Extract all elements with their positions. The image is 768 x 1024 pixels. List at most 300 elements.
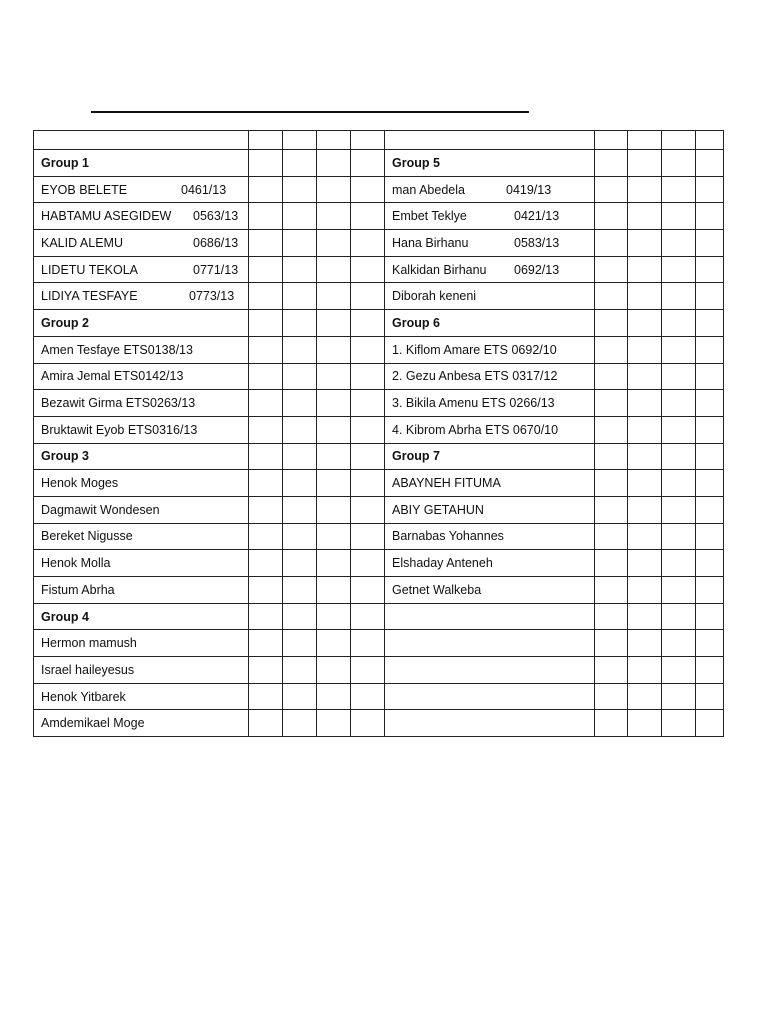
mark-cell[interactable]: [317, 443, 351, 470]
mark-cell[interactable]: [317, 336, 351, 363]
member-name: Israel haileyesus: [41, 662, 135, 677]
mark-cell[interactable]: [628, 496, 662, 523]
mark-cell[interactable]: [595, 657, 628, 684]
mark-cell[interactable]: [317, 683, 351, 710]
member-name: man Abedela: [392, 182, 465, 197]
table-row: [34, 283, 724, 310]
mark-cell[interactable]: [595, 523, 628, 550]
table-row: [34, 310, 724, 337]
mark-cell[interactable]: [249, 577, 283, 604]
mark-cell[interactable]: [662, 283, 696, 310]
mark-cell[interactable]: [351, 230, 385, 257]
group-heading: [34, 150, 249, 177]
member-name-cell: [34, 496, 249, 523]
group-heading: [34, 310, 249, 337]
member-name: 4. Kibrom Abrha ETS 0670/10: [392, 422, 559, 437]
mark-cell[interactable]: [595, 203, 628, 230]
table-row: [34, 150, 724, 177]
group-heading: [34, 603, 249, 630]
mark-cell[interactable]: [249, 310, 283, 337]
member-name: ABIY GETAHUN: [392, 502, 484, 517]
mark-cell[interactable]: [249, 603, 283, 630]
member-id: 0773/13: [189, 289, 235, 304]
mark-cell[interactable]: [249, 363, 283, 390]
member-name: Amdemikael Moge: [41, 716, 145, 731]
mark-cell[interactable]: [628, 603, 662, 630]
header-cell-left-name: [34, 131, 249, 150]
mark-cell[interactable]: [662, 310, 696, 337]
member-name-cell: [34, 710, 249, 737]
member-name-cell: [385, 230, 595, 257]
member-id: 0421/13: [514, 209, 560, 224]
mark-cell[interactable]: [628, 416, 662, 443]
mark-cell[interactable]: [696, 230, 724, 257]
mark-cell[interactable]: [317, 390, 351, 417]
member-name: HABTAMU ASEGIDEW: [41, 209, 172, 224]
mark-cell[interactable]: [662, 176, 696, 203]
member-name-cell: [385, 390, 595, 417]
mark-cell[interactable]: [696, 176, 724, 203]
mark-cell[interactable]: [696, 630, 724, 657]
member-name: 3. Bikila Amenu ETS 0266/13: [392, 396, 555, 411]
member-name: 1. Kiflom Amare ETS 0692/10: [392, 342, 557, 357]
mark-cell[interactable]: [696, 150, 724, 177]
member-id: 0461/13: [181, 182, 227, 197]
mark-cell[interactable]: [595, 336, 628, 363]
mark-cell[interactable]: [696, 443, 724, 470]
header-cell: [351, 131, 385, 150]
mark-cell[interactable]: [628, 150, 662, 177]
mark-cell[interactable]: [696, 416, 724, 443]
mark-cell[interactable]: [696, 390, 724, 417]
mark-cell[interactable]: [283, 176, 317, 203]
member-name-cell: [385, 657, 595, 684]
mark-cell[interactable]: [249, 256, 283, 283]
member-name: Getnet Walkeba: [392, 582, 482, 597]
mark-cell[interactable]: [351, 336, 385, 363]
mark-cell[interactable]: [696, 256, 724, 283]
member-name: Henok Moges: [41, 476, 119, 491]
member-id: 0692/13: [514, 262, 560, 277]
header-cell: [249, 131, 283, 150]
table-row: [34, 256, 724, 283]
mark-cell[interactable]: [351, 657, 385, 684]
member-name-cell: [34, 363, 249, 390]
mark-cell[interactable]: [628, 577, 662, 604]
member-name: Hermon mamush: [41, 636, 137, 651]
member-name: Amen Tesfaye ETS0138/13: [41, 342, 193, 357]
mark-cell[interactable]: [595, 230, 628, 257]
header-cell: [283, 131, 317, 150]
mark-cell[interactable]: [662, 150, 696, 177]
table-row: [34, 443, 724, 470]
mark-cell[interactable]: [283, 496, 317, 523]
mark-cell[interactable]: [317, 577, 351, 604]
mark-cell[interactable]: [628, 230, 662, 257]
mark-cell[interactable]: [595, 256, 628, 283]
mark-cell[interactable]: [595, 470, 628, 497]
mark-cell[interactable]: [283, 577, 317, 604]
member-name-cell: [34, 683, 249, 710]
member-name-cell: [34, 657, 249, 684]
group-title: Group 4: [41, 609, 89, 624]
mark-cell[interactable]: [595, 363, 628, 390]
mark-cell[interactable]: [696, 203, 724, 230]
member-name: Fistum Abrha: [41, 582, 115, 597]
member-name: Bezawit Girma ETS0263/13: [41, 396, 196, 411]
mark-cell[interactable]: [595, 150, 628, 177]
mark-cell[interactable]: [351, 203, 385, 230]
mark-cell[interactable]: [317, 523, 351, 550]
mark-cell[interactable]: [249, 496, 283, 523]
member-name-cell: [385, 523, 595, 550]
group-title: Group 6: [392, 315, 440, 330]
mark-cell[interactable]: [317, 470, 351, 497]
table-row: [34, 470, 724, 497]
group-title: Group 5: [392, 155, 440, 170]
mark-cell[interactable]: [696, 496, 724, 523]
member-name: Hana Birhanu: [392, 235, 469, 250]
mark-cell[interactable]: [249, 390, 283, 417]
mark-cell[interactable]: [283, 603, 317, 630]
member-name: KALID ALEMU: [41, 235, 123, 250]
member-name-cell: [34, 283, 249, 310]
mark-cell[interactable]: [662, 496, 696, 523]
mark-cell[interactable]: [283, 710, 317, 737]
mark-cell[interactable]: [351, 550, 385, 577]
mark-cell[interactable]: [628, 363, 662, 390]
mark-cell[interactable]: [317, 150, 351, 177]
mark-cell[interactable]: [628, 550, 662, 577]
member-name-cell: [385, 577, 595, 604]
member-name: LIDIYA TESFAYE: [41, 289, 138, 304]
member-name-cell: [385, 496, 595, 523]
table-row: [34, 336, 724, 363]
mark-cell[interactable]: [351, 683, 385, 710]
mark-cell[interactable]: [317, 550, 351, 577]
member-name: Diborah keneni: [392, 289, 477, 304]
member-name-cell: [385, 550, 595, 577]
mark-cell[interactable]: [351, 256, 385, 283]
mark-cell[interactable]: [628, 336, 662, 363]
header-cell: [317, 131, 351, 150]
member-name-cell: [34, 230, 249, 257]
mark-cell[interactable]: [351, 523, 385, 550]
mark-cell[interactable]: [662, 363, 696, 390]
mark-cell[interactable]: [249, 230, 283, 257]
table-row: [34, 603, 724, 630]
mark-cell[interactable]: [317, 230, 351, 257]
table-row: [34, 550, 724, 577]
mark-cell[interactable]: [595, 603, 628, 630]
member-name: Dagmawit Wondesen: [41, 502, 160, 517]
title-blank-line: [91, 111, 529, 113]
member-name: EYOB BELETE: [41, 182, 128, 197]
mark-cell[interactable]: [249, 657, 283, 684]
mark-cell[interactable]: [595, 176, 628, 203]
mark-cell[interactable]: [351, 283, 385, 310]
member-name-cell: [34, 470, 249, 497]
member-name-cell: [34, 336, 249, 363]
table-row: [34, 710, 724, 737]
member-name: Kalkidan Birhanu: [392, 262, 487, 277]
member-name: ABAYNEH FITUMA: [392, 476, 501, 491]
mark-cell[interactable]: [249, 683, 283, 710]
mark-cell[interactable]: [351, 630, 385, 657]
mark-cell[interactable]: [696, 336, 724, 363]
mark-cell[interactable]: [696, 577, 724, 604]
table-row: [34, 523, 724, 550]
mark-cell[interactable]: [351, 470, 385, 497]
mark-cell[interactable]: [249, 203, 283, 230]
mark-cell[interactable]: [662, 416, 696, 443]
mark-cell[interactable]: [283, 470, 317, 497]
mark-cell[interactable]: [351, 176, 385, 203]
mark-cell[interactable]: [595, 683, 628, 710]
mark-cell[interactable]: [662, 443, 696, 470]
mark-cell[interactable]: [662, 577, 696, 604]
header-cell-right-name: [385, 131, 595, 150]
mark-cell[interactable]: [351, 416, 385, 443]
mark-cell[interactable]: [351, 363, 385, 390]
mark-cell[interactable]: [249, 630, 283, 657]
member-name-cell: [385, 176, 595, 203]
mark-cell[interactable]: [628, 390, 662, 417]
member-name-cell: [34, 390, 249, 417]
member-name: Bruktawit Eyob ETS0316/13: [41, 422, 198, 437]
mark-cell[interactable]: [628, 523, 662, 550]
table-row: [34, 683, 724, 710]
mark-cell[interactable]: [283, 283, 317, 310]
member-name-cell: [385, 630, 595, 657]
group-title: Group 2: [41, 315, 89, 330]
mark-cell[interactable]: [628, 443, 662, 470]
mark-cell[interactable]: [662, 550, 696, 577]
mark-cell[interactable]: [351, 710, 385, 737]
member-name: Elshaday Anteneh: [392, 556, 493, 571]
mark-cell[interactable]: [696, 710, 724, 737]
mark-cell[interactable]: [317, 176, 351, 203]
mark-cell[interactable]: [628, 176, 662, 203]
mark-cell[interactable]: [317, 283, 351, 310]
member-name: LIDETU TEKOLA: [41, 262, 139, 277]
mark-cell[interactable]: [696, 523, 724, 550]
table-row: [34, 577, 724, 604]
mark-cell[interactable]: [628, 710, 662, 737]
mark-cell[interactable]: [595, 283, 628, 310]
member-name-cell: [385, 203, 595, 230]
mark-cell[interactable]: [595, 577, 628, 604]
member-id: 0563/13: [193, 209, 239, 224]
member-name-cell: [34, 523, 249, 550]
member-name: Henok Yitbarek: [41, 689, 126, 704]
header-cell: [595, 131, 628, 150]
member-id: 0686/13: [193, 235, 239, 250]
mark-cell[interactable]: [662, 630, 696, 657]
mark-cell[interactable]: [696, 550, 724, 577]
group-roster-table: [33, 130, 724, 737]
mark-cell[interactable]: [283, 310, 317, 337]
mark-cell[interactable]: [351, 310, 385, 337]
mark-cell[interactable]: [249, 176, 283, 203]
table-row: [34, 657, 724, 684]
member-name-cell: [385, 336, 595, 363]
table-row: [34, 390, 724, 417]
mark-cell[interactable]: [662, 336, 696, 363]
mark-cell[interactable]: [696, 470, 724, 497]
mark-cell[interactable]: [283, 443, 317, 470]
table-row: [34, 176, 724, 203]
mark-cell[interactable]: [351, 577, 385, 604]
mark-cell[interactable]: [317, 630, 351, 657]
member-name: Henok Molla: [41, 556, 111, 571]
table-row: [34, 496, 724, 523]
mark-cell[interactable]: [662, 523, 696, 550]
table-header-row: [34, 131, 724, 150]
mark-cell[interactable]: [283, 256, 317, 283]
table-row: [34, 363, 724, 390]
mark-cell[interactable]: [696, 657, 724, 684]
mark-cell[interactable]: [351, 150, 385, 177]
mark-cell[interactable]: [595, 443, 628, 470]
mark-cell[interactable]: [696, 363, 724, 390]
mark-cell[interactable]: [628, 256, 662, 283]
header-cell: [662, 131, 696, 150]
member-name-cell: [34, 176, 249, 203]
mark-cell[interactable]: [283, 336, 317, 363]
member-name-cell: [34, 203, 249, 230]
mark-cell[interactable]: [249, 470, 283, 497]
mark-cell[interactable]: [283, 390, 317, 417]
member-name: Embet Teklye: [392, 209, 467, 224]
table-row: [34, 630, 724, 657]
mark-cell[interactable]: [595, 416, 628, 443]
mark-cell[interactable]: [595, 710, 628, 737]
member-name-cell: [34, 416, 249, 443]
mark-cell[interactable]: [662, 603, 696, 630]
mark-cell[interactable]: [662, 230, 696, 257]
group-heading: [385, 150, 595, 177]
mark-cell[interactable]: [317, 710, 351, 737]
member-name-cell: [34, 577, 249, 604]
mark-cell[interactable]: [317, 256, 351, 283]
mark-cell[interactable]: [317, 603, 351, 630]
mark-cell[interactable]: [249, 710, 283, 737]
mark-cell[interactable]: [662, 256, 696, 283]
member-name: Amira Jemal ETS0142/13: [41, 369, 184, 384]
mark-cell[interactable]: [595, 630, 628, 657]
mark-cell[interactable]: [696, 310, 724, 337]
mark-cell[interactable]: [351, 603, 385, 630]
mark-cell[interactable]: [628, 657, 662, 684]
member-name-cell: [385, 470, 595, 497]
group-heading: [385, 443, 595, 470]
member-id: 0583/13: [514, 235, 560, 250]
mark-cell[interactable]: [351, 496, 385, 523]
member-name-cell: [385, 256, 595, 283]
member-name-cell: [385, 710, 595, 737]
mark-cell[interactable]: [283, 657, 317, 684]
member-id: 0419/13: [506, 182, 552, 197]
mark-cell[interactable]: [662, 657, 696, 684]
mark-cell[interactable]: [283, 416, 317, 443]
member-name-cell: [34, 630, 249, 657]
mark-cell[interactable]: [628, 203, 662, 230]
mark-cell[interactable]: [662, 203, 696, 230]
mark-cell[interactable]: [283, 683, 317, 710]
member-name: Barnabas Yohannes: [392, 529, 504, 544]
mark-cell[interactable]: [662, 710, 696, 737]
mark-cell[interactable]: [662, 683, 696, 710]
member-name-cell: [34, 256, 249, 283]
mark-cell[interactable]: [696, 283, 724, 310]
member-name: 2. Gezu Anbesa ETS 0317/12: [392, 369, 558, 384]
table-row: [34, 416, 724, 443]
mark-cell[interactable]: [317, 496, 351, 523]
member-name-cell: [385, 683, 595, 710]
mark-cell[interactable]: [662, 390, 696, 417]
member-name-cell: [385, 283, 595, 310]
mark-cell[interactable]: [317, 416, 351, 443]
mark-cell[interactable]: [351, 390, 385, 417]
mark-cell[interactable]: [317, 310, 351, 337]
mark-cell[interactable]: [628, 683, 662, 710]
group-heading: [34, 443, 249, 470]
group-title: Group 7: [392, 449, 440, 464]
mark-cell[interactable]: [317, 657, 351, 684]
table-row: [34, 230, 724, 257]
mark-cell[interactable]: [283, 150, 317, 177]
mark-cell[interactable]: [595, 550, 628, 577]
mark-cell[interactable]: [662, 470, 696, 497]
mark-cell[interactable]: [595, 496, 628, 523]
mark-cell[interactable]: [283, 363, 317, 390]
mark-cell[interactable]: [249, 150, 283, 177]
mark-cell[interactable]: [351, 443, 385, 470]
member-name-cell: [385, 603, 595, 630]
mark-cell[interactable]: [249, 336, 283, 363]
member-name-cell: [385, 363, 595, 390]
mark-cell[interactable]: [249, 523, 283, 550]
mark-cell[interactable]: [628, 310, 662, 337]
member-id: 0771/13: [193, 262, 239, 277]
mark-cell[interactable]: [628, 283, 662, 310]
mark-cell[interactable]: [283, 203, 317, 230]
mark-cell[interactable]: [595, 390, 628, 417]
table-row: [34, 203, 724, 230]
mark-cell[interactable]: [317, 203, 351, 230]
mark-cell[interactable]: [283, 230, 317, 257]
mark-cell[interactable]: [249, 550, 283, 577]
header-cell: [696, 131, 724, 150]
mark-cell[interactable]: [283, 630, 317, 657]
mark-cell[interactable]: [628, 630, 662, 657]
mark-cell[interactable]: [696, 683, 724, 710]
mark-cell[interactable]: [628, 470, 662, 497]
mark-cell[interactable]: [696, 603, 724, 630]
mark-cell[interactable]: [249, 283, 283, 310]
mark-cell[interactable]: [283, 550, 317, 577]
mark-cell[interactable]: [249, 443, 283, 470]
mark-cell[interactable]: [283, 523, 317, 550]
group-heading: [385, 310, 595, 337]
member-name: Bereket Nigusse: [41, 529, 133, 544]
mark-cell[interactable]: [595, 310, 628, 337]
mark-cell[interactable]: [317, 363, 351, 390]
header-cell: [628, 131, 662, 150]
member-name-cell: [385, 416, 595, 443]
mark-cell[interactable]: [249, 416, 283, 443]
